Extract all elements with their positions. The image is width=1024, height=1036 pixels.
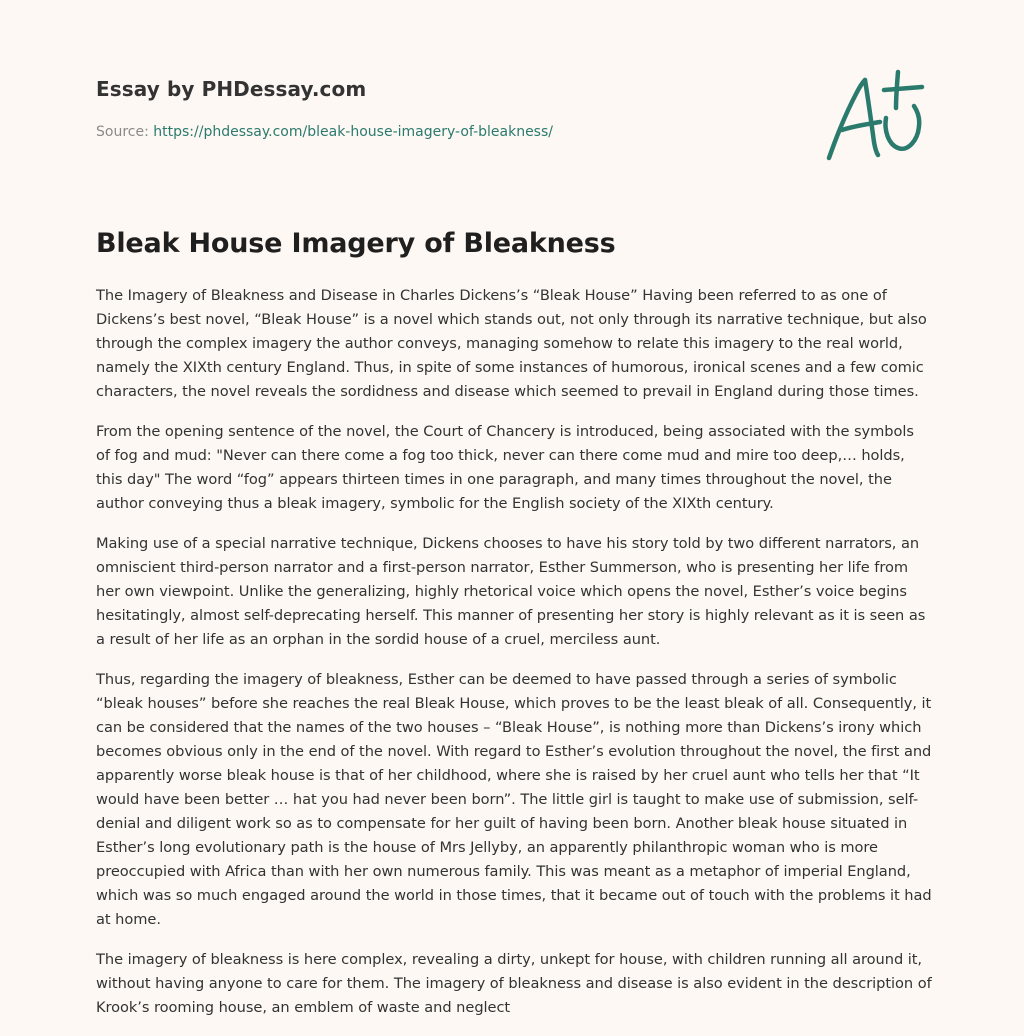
source-label: Source:: [96, 124, 154, 140]
site-brand: Essay by PHDessay.com: [96, 77, 367, 101]
a-plus-grade-icon: [822, 68, 928, 164]
essay-paragraph: The imagery of bleakness is here complex, revealing a dirty, unkept for house, with children running all around it, without having anyone to care for them. The imagery of bleakness and disease is also evident in the description of Krook’s rooming house, an emblem of waste and neglect: [96, 951, 932, 1016]
page-header: [96, 74, 928, 142]
essay-paragraph: From the opening sentence of the novel, the Court of Chancery is introduced, being associated with the symbols of fog and mud: "Never can there come a fog too thick, never can there come mud and mire too deep,… holds, this day" The word “fog” appears thirteen times in one paragraph, and many times throughout the novel, the author conveying thus a bleak imagery, symbolic for the English society of the XIXth century.: [96, 423, 914, 512]
essay-paragraph: The Imagery of Bleakness and Disease in Charles Dickens’s “Bleak House” Having been referred to as one of Dickens’s best novel, “Bleak House” is a novel which stands out, not only through its narrative technique, but also through the complex imagery the author conveys, managing somehow to relate this imagery to the real world, namely the XIXth century England. Thus, in spite of some instances of humorous, ironical scenes and a few comic characters, the novel reveals the sordidness and disease which seemed to prevail in England during those times.: [96, 287, 927, 400]
source-line: [96, 122, 928, 142]
source-link[interactable]: https://phdessay.com/bleak-house-imagery-of-bleakness/: [153, 124, 553, 140]
essay-paragraph: Thus, regarding the imagery of bleakness, Esther can be deemed to have passed through a series of symbolic “bleak houses” before she reaches the real Bleak House, which proves to be the least bleak of all. Consequently, it can be considered that the names of the two houses – “Bleak House”, is nothing more than Dickens’s irony which becomes obvious only in the end of the novel. With regard to Esther’s evolution throughout the novel, the first and apparently worse bleak house is that of her childhood, where she is raised by her cruel aunt who tells her that “It would have been better … hat you had never been born”. The little girl is taught to make use of submission, self-denial and diligent work so as to compensate for her guilt of having been born. Another bleak house situated in Esther’s long evolutionary path is the house of Mrs Jellyby, an apparently philanthropic woman who is more preoccupied with Africa than with her own numerous family. This was meant as a metaphor of imperial England, which was so much engaged around the world in those times, that it became out of touch with the problems it had at home.: [96, 671, 932, 928]
essay-body: [96, 284, 932, 1036]
essay-title: Bleak House Imagery of Bleakness: [96, 228, 616, 259]
essay-paragraph: Making use of a special narrative technique, Dickens chooses to have his story told by two different narrators, an omniscient third-person narrator and a first-person narrator, Esther Summerson, who is presenting her life from her own viewpoint. Unlike the generalizing, highly rhetorical voice which opens the novel, Esther’s voice begins hesitatingly, almost self-deprecating herself. This manner of presenting her story is highly relevant as it is seen as a result of her life as an orphan in the sordid house of a cruel, merciless aunt.: [96, 535, 926, 648]
